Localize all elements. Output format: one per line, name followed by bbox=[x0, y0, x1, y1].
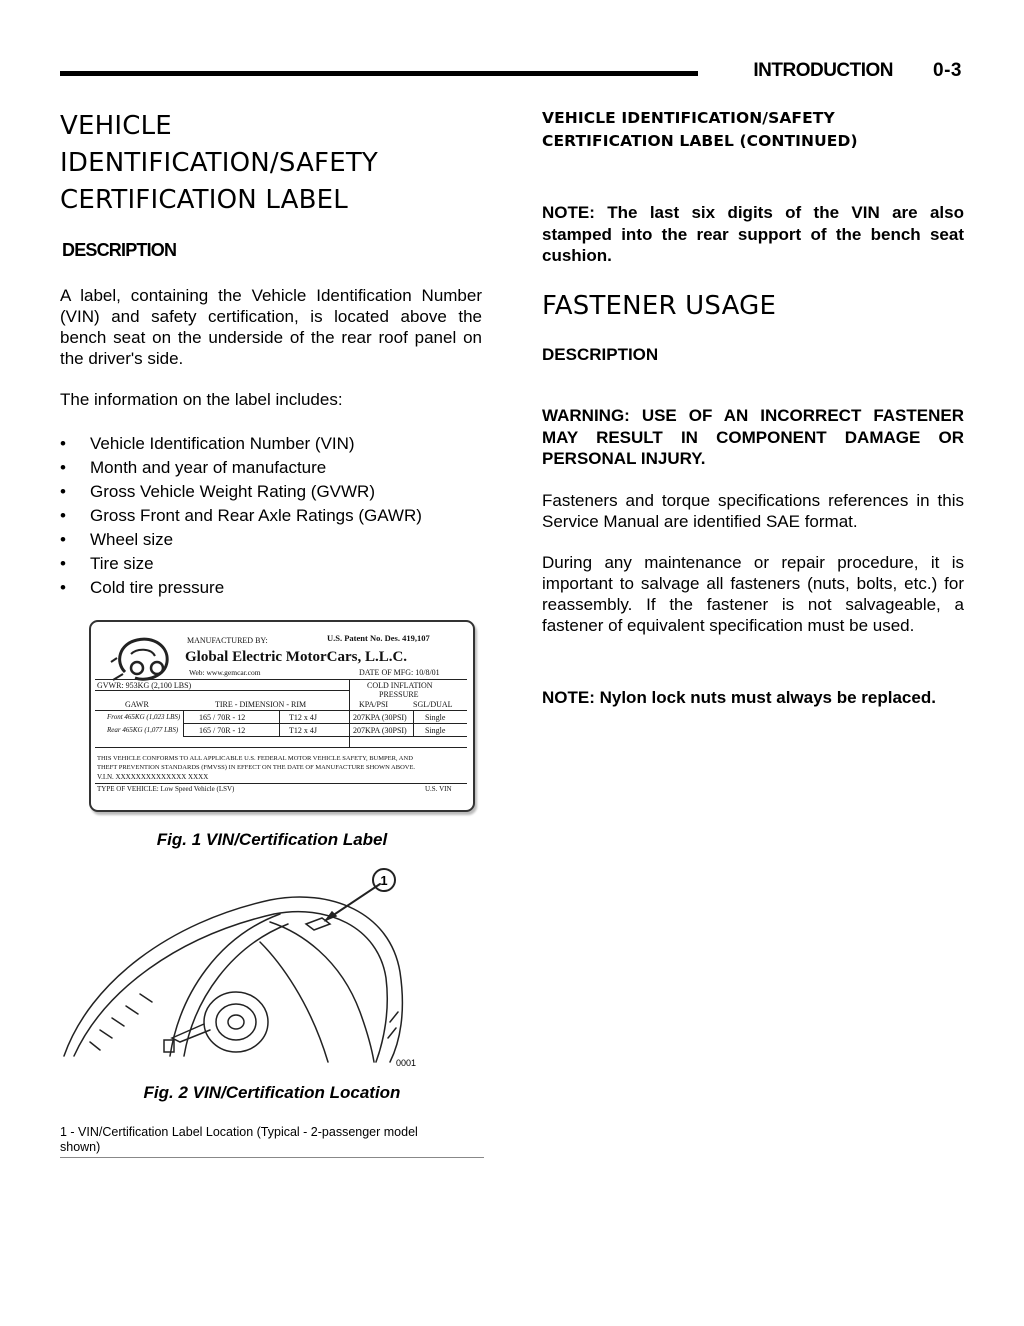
label-rear-tire: 165 / 70R - 12 bbox=[199, 726, 246, 735]
section-name: INTRODUCTION bbox=[753, 60, 894, 81]
legend-rule bbox=[60, 1157, 484, 1158]
label-gvwr: GVWR: 953KG (2,100 LBS) bbox=[97, 681, 192, 690]
label-vehicle-type: TYPE OF VEHICLE: Low Speed Vehicle (LSV) bbox=[97, 785, 235, 793]
list-item: • Wheel size bbox=[60, 528, 490, 552]
label-cold-inflation: COLD INFLATION bbox=[367, 681, 433, 690]
label-web: Web: www.gemcar.com bbox=[189, 668, 261, 677]
section-title-line: VEHICLE bbox=[60, 111, 172, 141]
list-item: • Vehicle Identification Number (VIN) bbox=[60, 432, 490, 456]
vin-note: NOTE: The last six digits of the VIN are also stamped into the rear support of the bench seat cushion. bbox=[542, 203, 964, 265]
label-front-gawr: Front 465KG (1,023 LBS) bbox=[107, 713, 181, 721]
fastener-description-heading: DESCRIPTION bbox=[542, 345, 659, 364]
figure-code: 0001 bbox=[396, 1058, 417, 1068]
continued-heading bbox=[542, 107, 972, 153]
label-conformance-line2: THEFT PREVENTION STANDARDS (FMVSS) IN EFFECT ON THE DATE OF MANUFACTURE SHOWN ABOVE. bbox=[97, 764, 416, 771]
list-item: • Gross Vehicle Weight Rating (GVWR) bbox=[60, 480, 490, 504]
label-info-intro: The information on the label includes: bbox=[60, 390, 343, 409]
section-title bbox=[60, 108, 490, 219]
label-date-of-mfg: DATE OF MFG: 10/8/01 bbox=[359, 668, 440, 677]
description-heading: DESCRIPTION bbox=[62, 240, 177, 260]
list-item: • Cold tire pressure bbox=[60, 576, 490, 600]
section-title-line: CERTIFICATION LABEL bbox=[60, 185, 348, 215]
vin-label-location-drawing bbox=[60, 862, 422, 1070]
label-rear-sgl: Single bbox=[425, 726, 446, 735]
label-front-rim: T12 x 4J bbox=[289, 713, 317, 722]
list-item: • Month and year of manufacture bbox=[60, 456, 490, 480]
label-us-vin: U.S. VIN bbox=[425, 785, 452, 793]
label-vin: V.I.N. XXXXXXXXXXXXXX XXXX bbox=[97, 773, 209, 781]
fastener-salvage-paragraph: During any maintenance or repair procedure, it is important to salvage all fasteners (nuts, bolts, etc.) for reassembly. If the fastener is not salvageable, a fastener of equivalent specification must be used. bbox=[542, 553, 964, 635]
page-header bbox=[753, 60, 962, 82]
label-pressure: PRESSURE bbox=[379, 690, 419, 699]
label-info-list bbox=[60, 432, 490, 600]
fastener-warning: WARNING: USE OF AN INCORRECT FASTENER MAY RESULT IN COMPONENT DAMAGE OR PERSONAL INJURY. bbox=[542, 406, 964, 468]
continued-heading-line: CERTIFICATION LABEL (CONTINUED) bbox=[542, 132, 858, 150]
label-col-gawr: GAWR bbox=[125, 700, 149, 709]
label-col-tire: TIRE - DIMENSION - RIM bbox=[215, 700, 307, 709]
label-patent: U.S. Patent No. Des. 419,107 bbox=[327, 633, 430, 643]
vin-certification-label-figure bbox=[89, 620, 475, 812]
figure-2-caption: Fig. 2 VIN/Certification Location bbox=[143, 1083, 401, 1102]
section-title-line: IDENTIFICATION/SAFETY bbox=[60, 148, 379, 178]
figure-2-legend: 1 - VIN/Certification Label Location (Typical - 2-passenger model shown) bbox=[60, 1125, 418, 1154]
label-conformance-line1: THIS VEHICLE CONFORMS TO ALL APPLICABLE U.S. FEDERAL MOTOR VEHICLE SAFETY, BUMPER, AND bbox=[97, 755, 413, 762]
list-item: • Gross Front and Rear Axle Ratings (GAWR) bbox=[60, 504, 490, 528]
label-front-tire: 165 / 70R - 12 bbox=[199, 713, 246, 722]
header-rule bbox=[60, 71, 698, 76]
label-rear-rim: T12 x 4J bbox=[289, 726, 317, 735]
label-col-kpa: KPA/PSI bbox=[359, 700, 389, 709]
callout-number: 1 bbox=[380, 873, 388, 888]
nylon-nut-note: NOTE: Nylon lock nuts must always be replaced. bbox=[542, 688, 936, 707]
label-location-paragraph: A label, containing the Vehicle Identification Number (VIN) and safety certification, is located above the bench seat on the underside of the rear roof panel on the driver's side. bbox=[60, 286, 482, 368]
list-item: • Tire size bbox=[60, 552, 490, 576]
figure-1-caption: Fig. 1 VIN/Certification Label bbox=[156, 830, 388, 849]
label-col-sgl: SGL/DUAL bbox=[413, 700, 453, 709]
label-manufactured-by: MANUFACTURED BY: bbox=[187, 636, 268, 645]
page-number: 0-3 bbox=[933, 60, 962, 81]
label-rear-gawr: Rear 465KG (1,077 LBS) bbox=[107, 726, 179, 734]
label-front-sgl: Single bbox=[425, 713, 446, 722]
fastener-usage-title: FASTENER USAGE bbox=[542, 291, 777, 321]
continued-heading-line: VEHICLE IDENTIFICATION/SAFETY bbox=[542, 109, 835, 127]
label-company: Global Electric MotorCars, L.L.C. bbox=[185, 649, 408, 665]
label-front-kpa: 207KPA (30PSI) bbox=[353, 713, 407, 722]
fastener-spec-paragraph: Fasteners and torque specifications references in this Service Manual are identified SAE format. bbox=[542, 491, 964, 531]
label-rear-kpa: 207KPA (30PSI) bbox=[353, 726, 407, 735]
